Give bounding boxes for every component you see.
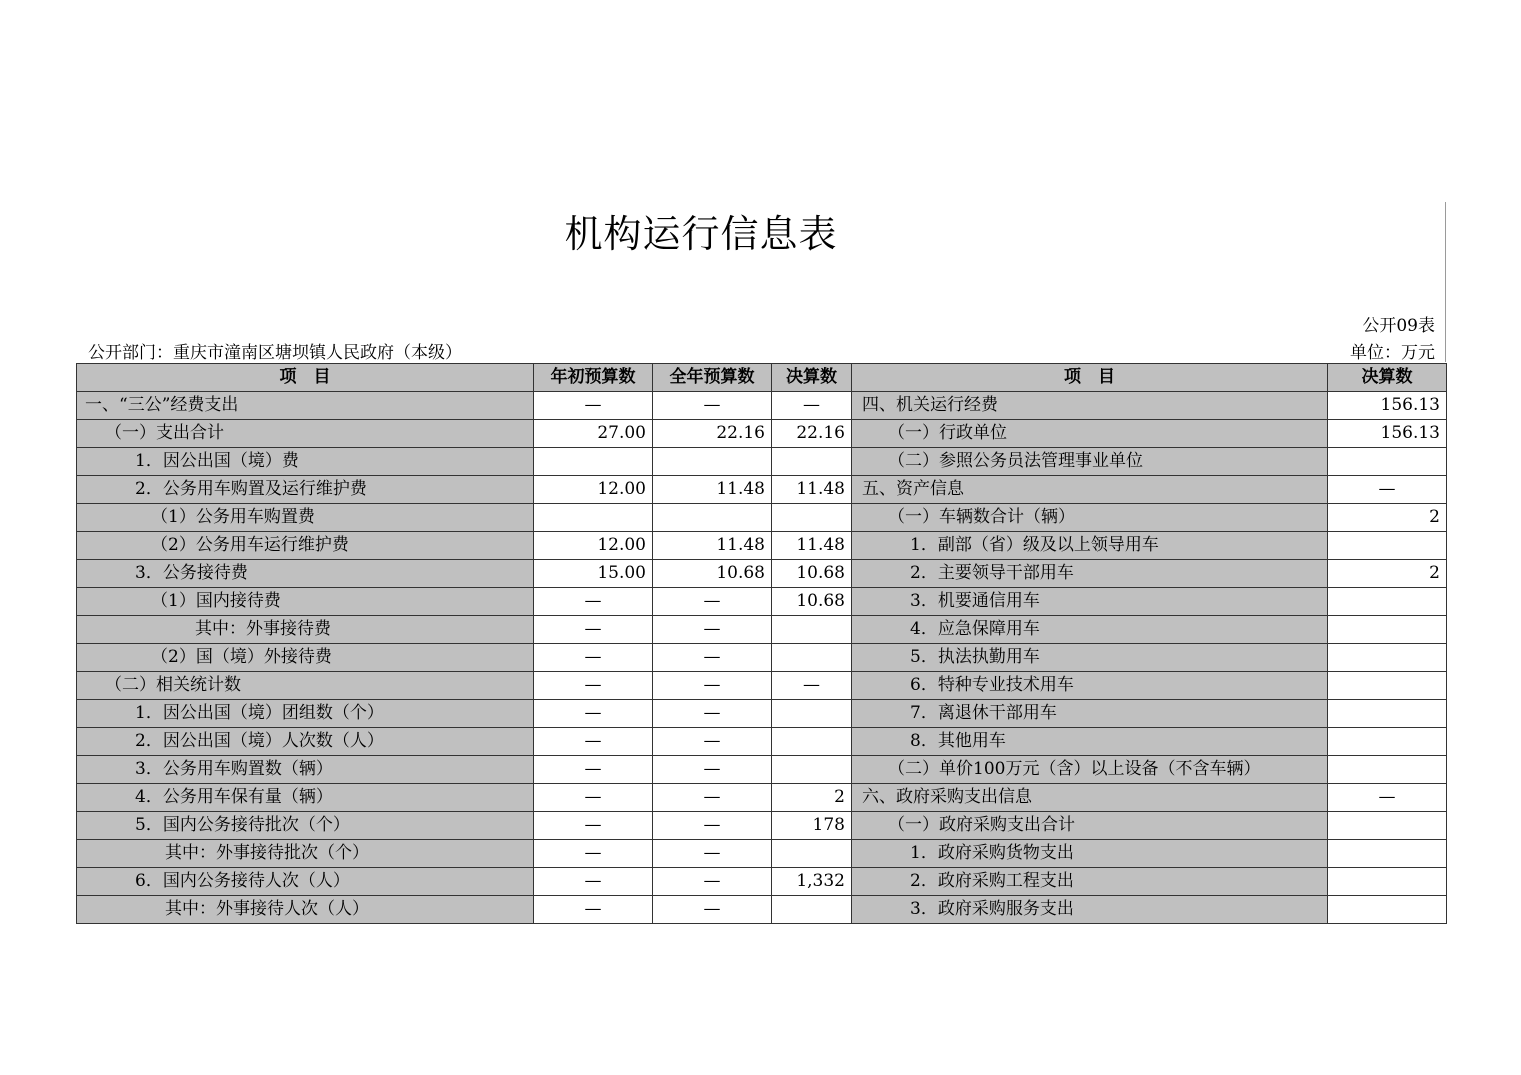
table-row — [77, 532, 1447, 560]
right-final-account — [1328, 728, 1447, 756]
initial-budget: 12.00 — [534, 476, 653, 504]
full-year-budget: — — [653, 616, 772, 644]
table-row — [77, 840, 1447, 868]
right-item: 4．应急保障用车 — [852, 616, 1328, 644]
right-final-account — [1328, 448, 1447, 476]
left-item: （一）支出合计 — [77, 420, 534, 448]
table-row — [77, 420, 1447, 448]
initial-budget: 27.00 — [534, 420, 653, 448]
right-final-account — [1328, 616, 1447, 644]
left-item: 1．因公出国（境）团组数（个） — [77, 700, 534, 728]
right-final-account: — — [1328, 476, 1447, 504]
right-item: 5．执法执勤用车 — [852, 644, 1328, 672]
final-account — [772, 700, 852, 728]
right-item: （一）车辆数合计（辆） — [852, 504, 1328, 532]
initial-budget: — — [534, 616, 653, 644]
page-border-line — [1445, 202, 1446, 362]
right-final-account: 156.13 — [1328, 392, 1447, 420]
right-final-account: 2 — [1328, 560, 1447, 588]
full-year-budget: — — [653, 728, 772, 756]
final-account: 178 — [772, 812, 852, 840]
full-year-budget: 11.48 — [653, 532, 772, 560]
table-row — [77, 560, 1447, 588]
right-item: （二）参照公务员法管理事业单位 — [852, 448, 1328, 476]
final-account: 10.68 — [772, 560, 852, 588]
left-item: 1．因公出国（境）费 — [77, 448, 534, 476]
initial-budget: — — [534, 784, 653, 812]
right-item: 五、资产信息 — [852, 476, 1328, 504]
table-row — [77, 728, 1447, 756]
header-right-final-account: 决算数 — [1328, 364, 1447, 392]
table-row — [77, 644, 1447, 672]
right-final-account — [1328, 840, 1447, 868]
left-item: （2）公务用车运行维护费 — [77, 532, 534, 560]
right-final-account — [1328, 896, 1447, 924]
full-year-budget: — — [653, 392, 772, 420]
full-year-budget: — — [653, 672, 772, 700]
header-initial-budget: 年初预算数 — [534, 364, 653, 392]
initial-budget: — — [534, 588, 653, 616]
left-item: 其中：外事接待批次（个） — [77, 840, 534, 868]
table-row — [77, 616, 1447, 644]
page-title: 机构运行信息表 — [564, 212, 838, 256]
left-item: 2．公务用车购置及运行维护费 — [77, 476, 534, 504]
left-item: 3．公务接待费 — [77, 560, 534, 588]
right-final-account — [1328, 700, 1447, 728]
right-item: 6．特种专业技术用车 — [852, 672, 1328, 700]
right-final-account: — — [1328, 784, 1447, 812]
initial-budget: — — [534, 868, 653, 896]
table-row — [77, 812, 1447, 840]
left-item: 2．因公出国（境）人次数（人） — [77, 728, 534, 756]
initial-budget: 15.00 — [534, 560, 653, 588]
final-account: 22.16 — [772, 420, 852, 448]
right-item: 3．机要通信用车 — [852, 588, 1328, 616]
initial-budget — [534, 504, 653, 532]
right-item: 1．副部（省）级及以上领导用车 — [852, 532, 1328, 560]
full-year-budget: — — [653, 756, 772, 784]
right-item: 3．政府采购服务支出 — [852, 896, 1328, 924]
initial-budget: — — [534, 700, 653, 728]
final-account — [772, 896, 852, 924]
left-item: 5．国内公务接待批次（个） — [77, 812, 534, 840]
left-item: 其中：外事接待人次（人） — [77, 896, 534, 924]
final-account — [772, 756, 852, 784]
table-row — [77, 784, 1447, 812]
institution-operation-table — [76, 363, 1447, 924]
full-year-budget: — — [653, 700, 772, 728]
left-item: （1）国内接待费 — [77, 588, 534, 616]
left-item: 4．公务用车保有量（辆） — [77, 784, 534, 812]
full-year-budget: 22.16 — [653, 420, 772, 448]
header-row — [77, 364, 1447, 392]
right-item: （一）行政单位 — [852, 420, 1328, 448]
initial-budget: — — [534, 672, 653, 700]
right-final-account: 156.13 — [1328, 420, 1447, 448]
right-item: 7．离退休干部用车 — [852, 700, 1328, 728]
full-year-budget: — — [653, 868, 772, 896]
initial-budget: — — [534, 392, 653, 420]
full-year-budget: — — [653, 840, 772, 868]
right-item: 2．主要领导干部用车 — [852, 560, 1328, 588]
right-final-account — [1328, 756, 1447, 784]
left-item: （2）国（境）外接待费 — [77, 644, 534, 672]
final-account — [772, 728, 852, 756]
right-item: （二）单价100万元（含）以上设备（不含车辆） — [852, 756, 1328, 784]
final-account: 11.48 — [772, 476, 852, 504]
full-year-budget: — — [653, 588, 772, 616]
right-final-account — [1328, 644, 1447, 672]
right-item: 四、机关运行经费 — [852, 392, 1328, 420]
department-label: 公开部门：重庆市潼南区塘坝镇人民政府（本级） — [88, 343, 462, 363]
final-account: 10.68 — [772, 588, 852, 616]
full-year-budget: — — [653, 812, 772, 840]
left-item: （二）相关统计数 — [77, 672, 534, 700]
final-account — [772, 504, 852, 532]
table-row — [77, 392, 1447, 420]
right-final-account — [1328, 812, 1447, 840]
final-account — [772, 616, 852, 644]
full-year-budget: — — [653, 896, 772, 924]
right-item: 8．其他用车 — [852, 728, 1328, 756]
left-item: 3．公务用车购置数（辆） — [77, 756, 534, 784]
full-year-budget: — — [653, 644, 772, 672]
full-year-budget: — — [653, 784, 772, 812]
left-item: （1）公务用车购置费 — [77, 504, 534, 532]
table-code: 公开09表 — [1362, 316, 1435, 336]
right-item: （一）政府采购支出合计 — [852, 812, 1328, 840]
initial-budget — [534, 448, 653, 476]
table-row — [77, 700, 1447, 728]
right-item: 2．政府采购工程支出 — [852, 868, 1328, 896]
initial-budget: 12.00 — [534, 532, 653, 560]
right-item: 六、政府采购支出信息 — [852, 784, 1328, 812]
final-account: — — [772, 672, 852, 700]
right-final-account — [1328, 868, 1447, 896]
initial-budget: — — [534, 756, 653, 784]
initial-budget: — — [534, 728, 653, 756]
right-final-account — [1328, 672, 1447, 700]
table-row — [77, 504, 1447, 532]
final-account: 2 — [772, 784, 852, 812]
full-year-budget — [653, 504, 772, 532]
full-year-budget — [653, 448, 772, 476]
left-item: 其中：外事接待费 — [77, 616, 534, 644]
header-final-account: 决算数 — [772, 364, 852, 392]
table-row — [77, 896, 1447, 924]
table-row — [77, 476, 1447, 504]
right-final-account — [1328, 532, 1447, 560]
final-account: — — [772, 392, 852, 420]
left-item: 6．国内公务接待人次（人） — [77, 868, 534, 896]
full-year-budget: 10.68 — [653, 560, 772, 588]
table-row — [77, 756, 1447, 784]
table-row — [77, 868, 1447, 896]
left-item: 一、“三公”经费支出 — [77, 392, 534, 420]
initial-budget: — — [534, 644, 653, 672]
right-final-account — [1328, 588, 1447, 616]
initial-budget: — — [534, 896, 653, 924]
unit-label: 单位：万元 — [1350, 343, 1435, 363]
table-row — [77, 448, 1447, 476]
header-left-item: 项 目 — [77, 364, 534, 392]
table-row — [77, 588, 1447, 616]
final-account — [772, 840, 852, 868]
header-full-year-budget: 全年预算数 — [653, 364, 772, 392]
initial-budget: — — [534, 840, 653, 868]
final-account: 1,332 — [772, 868, 852, 896]
table-row — [77, 672, 1447, 700]
final-account — [772, 448, 852, 476]
final-account — [772, 644, 852, 672]
right-final-account: 2 — [1328, 504, 1447, 532]
header-right-item: 项 目 — [852, 364, 1328, 392]
final-account: 11.48 — [772, 532, 852, 560]
initial-budget: — — [534, 812, 653, 840]
full-year-budget: 11.48 — [653, 476, 772, 504]
right-item: 1．政府采购货物支出 — [852, 840, 1328, 868]
